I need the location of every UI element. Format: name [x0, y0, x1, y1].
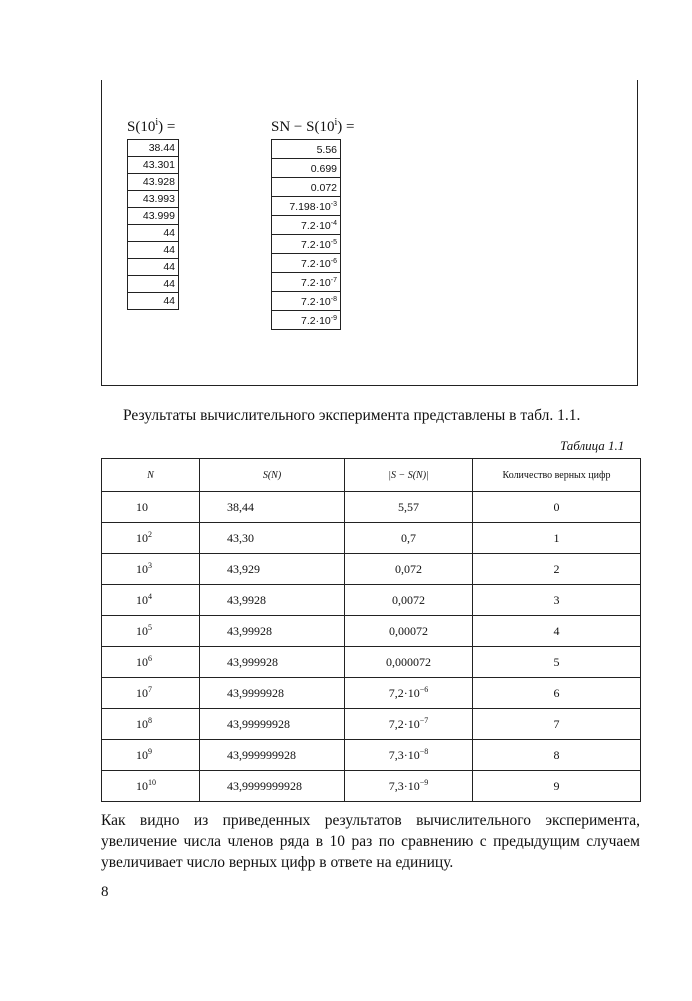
cell-sn: [200, 585, 345, 616]
cell-digits: [473, 554, 641, 585]
diff-value-exp: -7: [330, 277, 337, 284]
cell-error: [345, 492, 473, 523]
cell-sn: [200, 492, 345, 523]
diff-label-sup: i: [334, 117, 338, 128]
error-base: 0,000072: [386, 655, 431, 669]
cell-n: [102, 523, 200, 554]
diff-value-row: [272, 197, 341, 216]
cell-digits: [473, 585, 641, 616]
n-base: 10: [136, 655, 148, 669]
conclusion-paragraph: Как видно из приведенных результатов вычислительного эксперимента, увеличение числа членов ряда в 10 раз по сравнению с предыдущим случаем увеличивает число верных цифр в ответе на единицу.: [101, 812, 640, 871]
digits-value: 4: [553, 623, 560, 638]
cell-digits: [473, 740, 641, 771]
cell-digits: [473, 647, 641, 678]
cell-n: [102, 678, 200, 709]
page-number: 8: [101, 884, 109, 900]
diff-value-base: 5.56: [316, 144, 337, 156]
error-exp: −9: [419, 778, 429, 787]
diff-value-base: 0.699: [310, 163, 337, 175]
digits-value: 5: [553, 654, 560, 669]
n-base: 10: [136, 717, 148, 731]
sn-value: 43,999999928: [227, 747, 296, 762]
diff-value-row: [272, 273, 341, 292]
diff-value-base: 7.2·10: [300, 220, 331, 232]
s-label: [127, 117, 175, 136]
sn-value: 43,99928: [227, 623, 272, 638]
diff-value-exp: -5: [330, 239, 337, 246]
diff-label-main: SN − S(10: [271, 119, 335, 135]
s-value-row: [128, 242, 179, 259]
cell-error: [345, 554, 473, 585]
error-base: 7,3·10: [388, 779, 420, 793]
header-error: |S − S(N)|: [345, 459, 473, 492]
error-exp: −8: [419, 747, 429, 756]
digits-value: 3: [553, 592, 560, 607]
sn-value: 43,30: [227, 530, 254, 545]
cell-n: [102, 585, 200, 616]
s-value-row: [128, 259, 179, 276]
diff-value-base: 0.072: [310, 182, 337, 194]
table-row: [102, 616, 641, 647]
diff-value-row: [272, 292, 341, 311]
diff-value-row: [272, 140, 341, 159]
s-value-row: [128, 157, 179, 174]
cell-sn: [200, 523, 345, 554]
error-base: 0,00072: [389, 624, 428, 638]
cell-error: [345, 616, 473, 647]
cell-n: [102, 740, 200, 771]
s-value-row: [128, 191, 179, 208]
n-base: 10: [136, 562, 148, 576]
cell-sn: [200, 740, 345, 771]
n-exp: 5: [148, 623, 152, 632]
diff-value-base: 7.198·10: [289, 201, 331, 213]
table-header-row: [102, 459, 641, 492]
cell-n: [102, 709, 200, 740]
sn-value: 38,44: [227, 499, 254, 514]
diff-value-row: [272, 159, 341, 178]
n-base: 10: [136, 779, 148, 793]
diff-value-cell: [272, 140, 341, 159]
s-label-main: S(10: [127, 119, 156, 135]
cell-error: [345, 678, 473, 709]
n-exp: 6: [148, 654, 152, 663]
cell-n: [102, 554, 200, 585]
n-exp: 3: [148, 561, 152, 570]
cell-digits: [473, 678, 641, 709]
n-base: 10: [136, 686, 148, 700]
diff-value-row: [272, 216, 341, 235]
diff-value-cell: [272, 254, 341, 273]
cell-n: [102, 771, 200, 802]
s-value-cell: 43.301: [128, 157, 179, 174]
diff-values-column: [271, 139, 341, 330]
cell-digits: [473, 771, 641, 802]
error-base: 7,2·10: [388, 717, 420, 731]
n-base: 10: [136, 593, 148, 607]
digits-value: 8: [553, 747, 560, 762]
n-exp: 10: [148, 778, 156, 787]
s-value-row: [128, 293, 179, 310]
diff-value-row: [272, 254, 341, 273]
cell-error: [345, 740, 473, 771]
s-value-cell: 44: [128, 225, 179, 242]
diff-value-cell: [272, 292, 341, 311]
diff-value-row: [272, 311, 341, 330]
header-sn: S(N): [200, 459, 345, 492]
sn-value: 43,9999999928: [227, 778, 302, 793]
error-base: 7,2·10: [388, 686, 420, 700]
error-base: 0,0072: [392, 593, 425, 607]
diff-value-row: [272, 178, 341, 197]
n-exp: 7: [148, 685, 152, 694]
n-exp: 8: [148, 716, 152, 725]
sn-value: 43,99999928: [227, 716, 290, 731]
s-value-row: [128, 276, 179, 293]
diff-value-exp: -9: [330, 315, 337, 322]
cell-sn: [200, 709, 345, 740]
error-base: 0,072: [395, 562, 422, 576]
header-digits: Количество верных цифр: [473, 459, 641, 492]
diff-value-base: 7.2·10: [300, 239, 331, 251]
sn-value: 43,999928: [227, 654, 278, 669]
sn-value: 43,9928: [227, 592, 266, 607]
cell-digits: [473, 616, 641, 647]
s-value-row: [128, 225, 179, 242]
diff-value-cell: [272, 178, 341, 197]
n-exp: 4: [148, 592, 152, 601]
diff-value-cell: [272, 235, 341, 254]
cell-digits: [473, 523, 641, 554]
digits-value: 9: [553, 778, 560, 793]
cell-error: [345, 771, 473, 802]
n-base: 10: [136, 624, 148, 638]
digits-value: 0: [553, 499, 560, 514]
diff-value-cell: [272, 216, 341, 235]
diff-value-exp: -3: [330, 201, 337, 208]
cell-error: [345, 647, 473, 678]
sn-value: 43,929: [227, 561, 260, 576]
diff-value-base: 7.2·10: [300, 258, 331, 270]
cell-sn: [200, 554, 345, 585]
diff-value-cell: [272, 197, 341, 216]
s-value-cell: 43.993: [128, 191, 179, 208]
cell-sn: [200, 647, 345, 678]
diff-label: [271, 117, 354, 136]
cell-sn: [200, 616, 345, 647]
cell-n: [102, 616, 200, 647]
n-exp: 9: [148, 747, 152, 756]
diff-value-row: [272, 235, 341, 254]
s-value-cell: 38.44: [128, 140, 179, 157]
s-value-cell: 44: [128, 259, 179, 276]
digits-value: 2: [553, 561, 560, 576]
diff-value-base: 7.2·10: [300, 277, 331, 289]
n-base: 10: [136, 531, 148, 545]
diff-value-exp: -4: [330, 220, 337, 227]
s-value-cell: 43.928: [128, 174, 179, 191]
cell-sn: [200, 678, 345, 709]
n-base: 10: [136, 748, 148, 762]
table-row: [102, 523, 641, 554]
s-value-cell: 44: [128, 276, 179, 293]
error-base: 0,7: [401, 531, 416, 545]
s-value-row: [128, 140, 179, 157]
cell-error: [345, 523, 473, 554]
digits-value: 6: [553, 685, 560, 700]
cell-n: [102, 492, 200, 523]
table-row: [102, 647, 641, 678]
diff-value-cell: [272, 273, 341, 292]
results-table: [101, 458, 641, 802]
s-value-cell: 44: [128, 242, 179, 259]
s-values-column: [127, 139, 179, 310]
table-row: [102, 740, 641, 771]
cell-error: [345, 585, 473, 616]
s-value-cell: 44: [128, 293, 179, 310]
s-value-cell: 43.999: [128, 208, 179, 225]
diff-value-base: 7.2·10: [300, 315, 331, 327]
diff-value-exp: -6: [330, 258, 337, 265]
s-value-row: [128, 208, 179, 225]
table-row: [102, 709, 641, 740]
mathcad-frame: [101, 80, 638, 386]
n-exp: 2: [148, 530, 152, 539]
diff-value-exp: -8: [330, 296, 337, 303]
error-exp: −7: [419, 716, 429, 725]
table-caption: Таблица 1.1: [560, 438, 625, 453]
header-n: N: [102, 459, 200, 492]
n-base: 10: [136, 500, 148, 514]
digits-value: 7: [553, 716, 560, 731]
s-value-row: [128, 174, 179, 191]
error-base: 5,57: [398, 500, 419, 514]
table-row: [102, 678, 641, 709]
diff-label-end: ) =: [337, 119, 355, 135]
intro-paragraph: Результаты вычислительного эксперимента представлены в табл. 1.1.: [123, 407, 581, 424]
error-exp: −6: [419, 685, 429, 694]
s-label-sup: i: [155, 117, 159, 128]
sn-value: 43,9999928: [227, 685, 284, 700]
diff-value-cell: [272, 311, 341, 330]
s-label-end: ) =: [158, 119, 176, 135]
cell-n: [102, 647, 200, 678]
diff-value-cell: [272, 159, 341, 178]
table-row: [102, 554, 641, 585]
digits-value: 1: [553, 530, 560, 545]
table-row: [102, 585, 641, 616]
cell-digits: [473, 709, 641, 740]
error-base: 7,3·10: [388, 748, 420, 762]
cell-digits: [473, 492, 641, 523]
diff-value-base: 7.2·10: [300, 296, 331, 308]
cell-sn: [200, 771, 345, 802]
cell-error: [345, 709, 473, 740]
table-row: [102, 492, 641, 523]
table-row: [102, 771, 641, 802]
